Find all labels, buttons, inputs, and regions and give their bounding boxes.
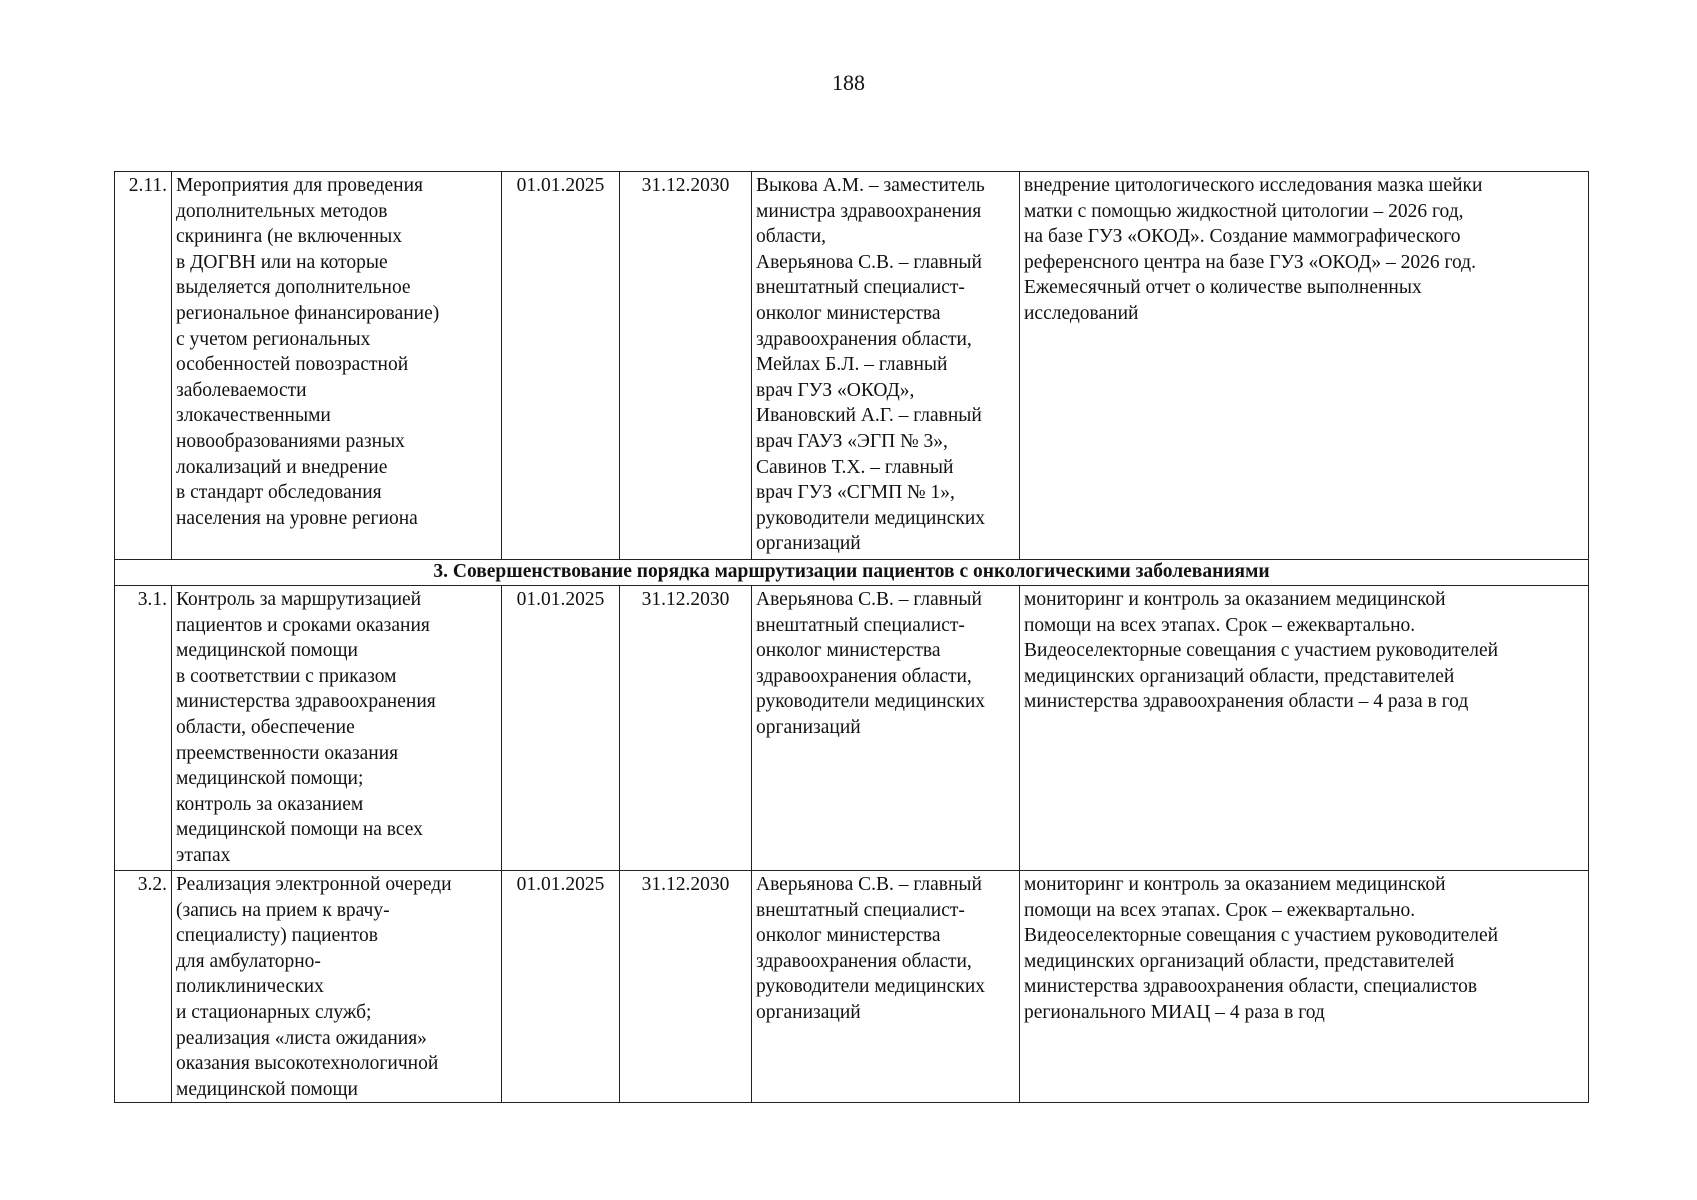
section-title: 3. Совершенствование порядка маршрутизации пациентов с онкологическими заболеваниями bbox=[115, 560, 1589, 586]
responsible-persons: Выкова А.М. – заместитель министра здравоохранения области, Аверьянова С.В. – главный внештатный специалист- онколог министерства здравоохранения области, Мейлах Б.Л. – главный врач ГУЗ «ОКОД», Ивановский А.Г. – главный врач ГАУЗ «ЭГП № 3», Савинов Т.Х. – главный врач ГУЗ «СГМП № 1», руководители медицинских организаций bbox=[752, 172, 1020, 560]
table-row bbox=[115, 172, 1589, 560]
row-number: 3.1. bbox=[115, 586, 172, 871]
end-date: 31.12.2030 bbox=[620, 586, 752, 871]
responsible-persons: Аверьянова С.В. – главный внештатный специалист- онколог министерства здравоохранения области, руководители медицинских организаций bbox=[752, 586, 1020, 871]
start-date: 01.01.2025 bbox=[502, 586, 620, 871]
page-number: 188 bbox=[832, 70, 865, 95]
start-date: 01.01.2025 bbox=[502, 172, 620, 560]
end-date: 31.12.2030 bbox=[620, 172, 752, 560]
action-plan-table bbox=[114, 171, 1589, 1103]
expected-result: мониторинг и контроль за оказанием медицинской помощи на всех этапах. Срок – ежеквартально. Видеоселекторные совещания с участием руководителей медицинских организаций области, представителей министерства здравоохранения области – 4 раза в год bbox=[1020, 586, 1589, 871]
table-row bbox=[115, 871, 1589, 1103]
section-header-row bbox=[115, 560, 1589, 586]
responsible-persons: Аверьянова С.В. – главный внештатный специалист- онколог министерства здравоохранения области, руководители медицинских организаций bbox=[752, 871, 1020, 1103]
row-number: 2.11. bbox=[115, 172, 172, 560]
table-row bbox=[115, 586, 1589, 871]
start-date: 01.01.2025 bbox=[502, 871, 620, 1103]
event-description: Реализация электронной очереди (запись на прием к врачу- специалисту) пациентов для амбулаторно- поликлинических и стационарных служб; реализация «листа ожидания» оказания высокотехнологичной медицинской помощи bbox=[172, 871, 502, 1103]
end-date: 31.12.2030 bbox=[620, 871, 752, 1103]
event-description: Контроль за маршрутизацией пациентов и сроками оказания медицинской помощи в соответствии с приказом министерства здравоохранения области, обеспечение преемственности оказания медицинской помощи; контроль за оказанием медицинской помощи на всех этапах bbox=[172, 586, 502, 871]
event-description: Мероприятия для проведения дополнительных методов скрининга (не включенных в ДОГВН или на которые выделяется дополнительное региональное финансирование) с учетом региональных особенностей повозрастной заболеваемости злокачественными новообразованиями разных локализаций и внедрение в стандарт обследования населения на уровне региона bbox=[172, 172, 502, 560]
row-number: 3.2. bbox=[115, 871, 172, 1103]
expected-result: мониторинг и контроль за оказанием медицинской помощи на всех этапах. Срок – ежеквартально. Видеоселекторные совещания с участием руководителей медицинских организаций области, представителей министерства здравоохранения области, специалистов регионального МИАЦ – 4 раза в год bbox=[1020, 871, 1589, 1103]
expected-result: внедрение цитологического исследования мазка шейки матки с помощью жидкостной цитологии – 2026 год, на базе ГУЗ «ОКОД». Создание маммографического референсного центра на базе ГУЗ «ОКОД» – 2026 год. Ежемесячный отчет о количестве выполненных исследований bbox=[1020, 172, 1589, 560]
